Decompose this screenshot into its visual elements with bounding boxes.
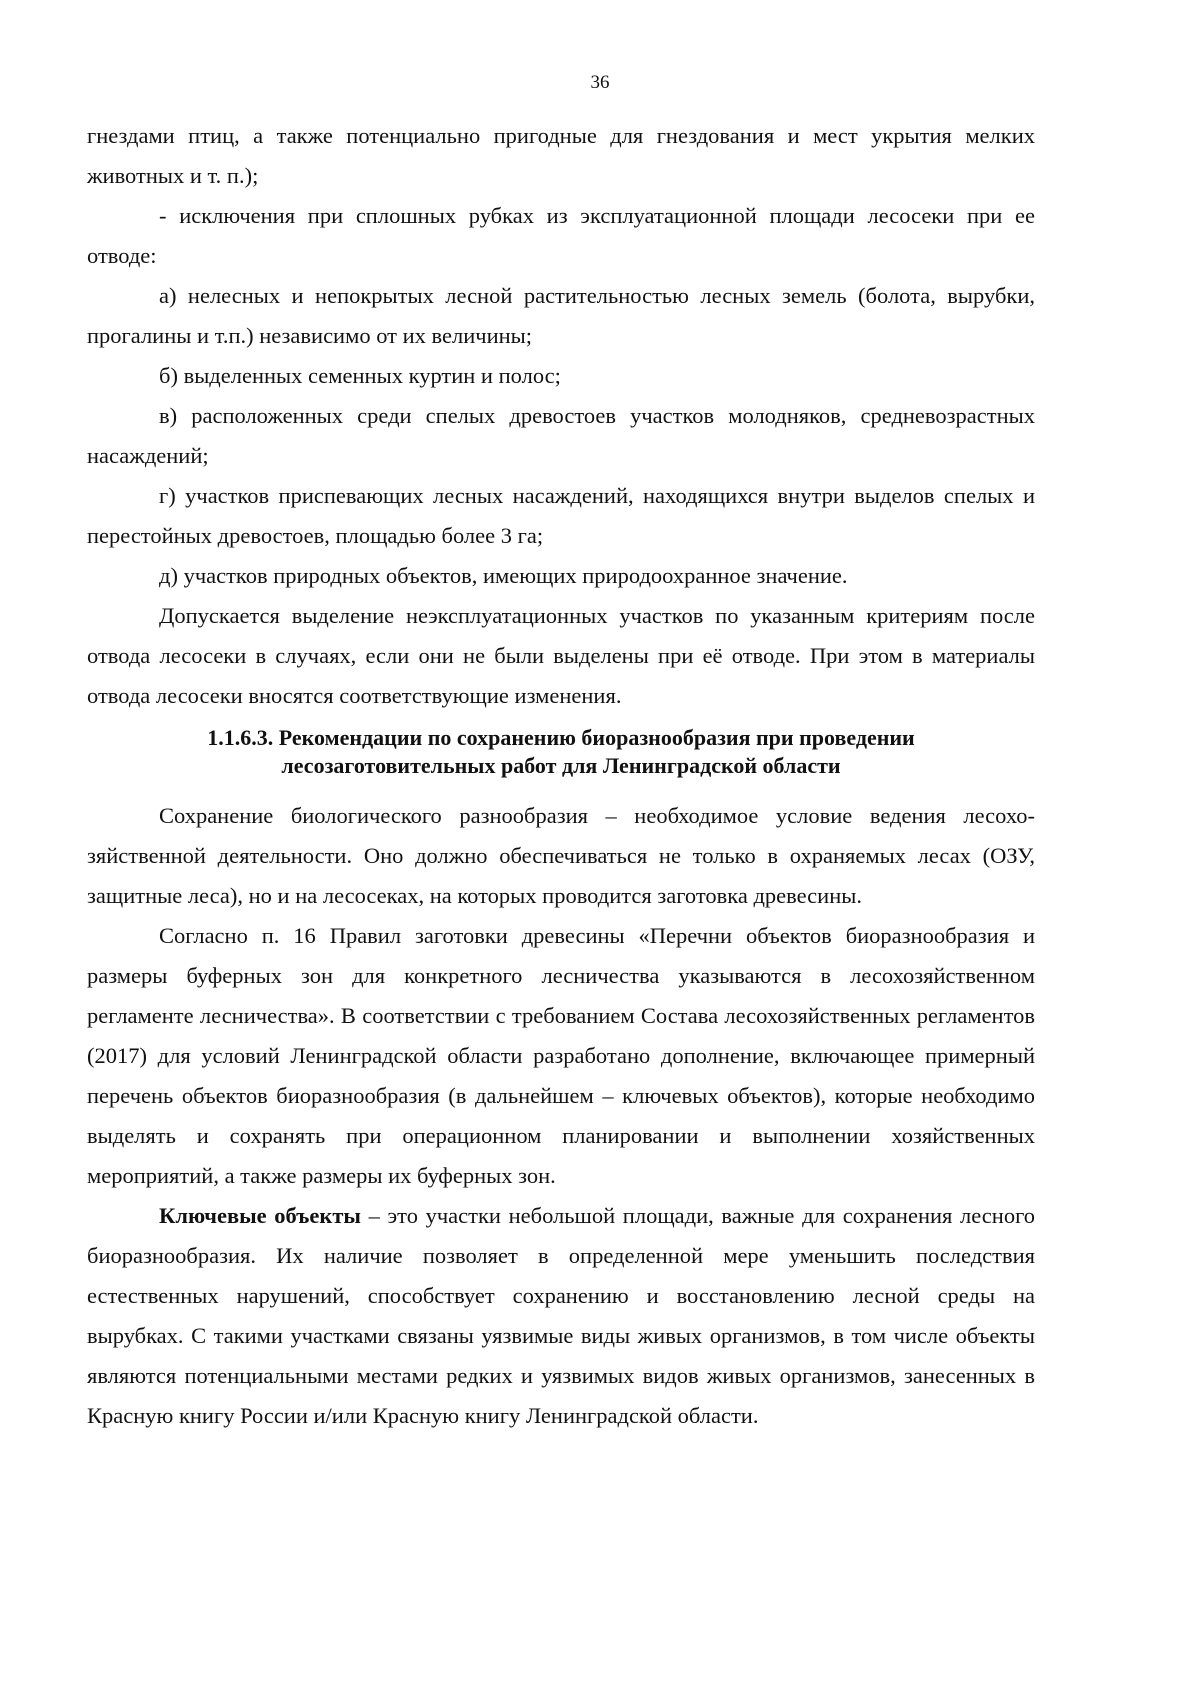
paragraph: - исключения при сплошных рубках из эксплуатационной площади лесосеки при ее отводе: — [87, 203, 1035, 268]
paragraph: Допускается выделение неэксплуатационных участков по указанным критериям после отвода лесосеки в случаях, если они не были выделены при её отводе. При этом в материалы отвода лесосеки вносятся соответствующие изменения. — [87, 603, 1035, 708]
list-item: г) участков приспевающих лесных насаждений, находящихся внутри выделов спелых и перестойных древостоев, площадью более 3 га; — [87, 483, 1035, 548]
bold-term: Ключевые объекты — [159, 1203, 361, 1228]
paragraph-text: – это участки небольшой площади, важные для сохранения лесного биоразнообразия. Их наличие позволяет в определенной мере уменьшить последствия естественных нарушений, способствует сохранению и восстановлению лесной среды на вырубках. С такими участками связаны уязвимые виды живых организмов, в том числе объекты являются потенциальными местами редких и уязвимых видов живых организмов, занесенных в Красную книгу России и/или Красную книгу Ленинградской области. — [87, 1203, 1035, 1428]
list-item: б) выделенных семенных куртин и полос; — [159, 363, 561, 388]
section-heading-line: лесозаготовительных работ для Ленинградской области — [281, 753, 841, 778]
section-heading — [87, 724, 1035, 780]
paragraph: гнездами птиц, а также потенциально пригодные для гнездования и мест укрытия мелких животных и т. п.); — [87, 123, 1035, 188]
paragraph: Согласно п. 16 Правил заготовки древесины «Перечни объектов биоразнообразия и размеры буферных зон для конкретного лесничества указываются в лесохозяйственном регламенте лесничества». В соответствии с требованием Состава лесохозяйственных регламентов (2017) для условий Ленинградской области разработано дополнение, включающее примерный перечень объектов биоразнообразия (в дальнейшем – ключевых объектов), которые необходимо выделять и сохранять при операционном планировании и выполнении хозяйственных мероприятий, а также размеры их буферных зон. — [87, 923, 1035, 1188]
section-heading-line: 1.1.6.3. Рекомендации по сохранению биоразнообразия при проведении — [207, 725, 915, 750]
list-item: в) расположенных среди спелых древостоев участков молодняков, средневозрастных насаждений; — [87, 403, 1035, 468]
document-body — [87, 116, 1035, 1436]
list-item: а) нелесных и непокрытых лесной растительностью лесных земель (болота, вырубки, прогалины и т.п.) независимо от их величины; — [87, 283, 1035, 348]
list-item: д) участков природных объектов, имеющих природоохранное значение. — [159, 563, 848, 588]
paragraph: Сохранение биологического разнообразия – необходимое условие ведения лесохозяйственной деятельности. Оно должно обеспечиваться не только в охраняемых лесах (ОЗУ, защитные леса), но и на лесосеках, на которых проводится заготовка древесины. — [87, 803, 1035, 908]
paragraph — [87, 1196, 1035, 1436]
page-number: 36 — [590, 72, 610, 93]
